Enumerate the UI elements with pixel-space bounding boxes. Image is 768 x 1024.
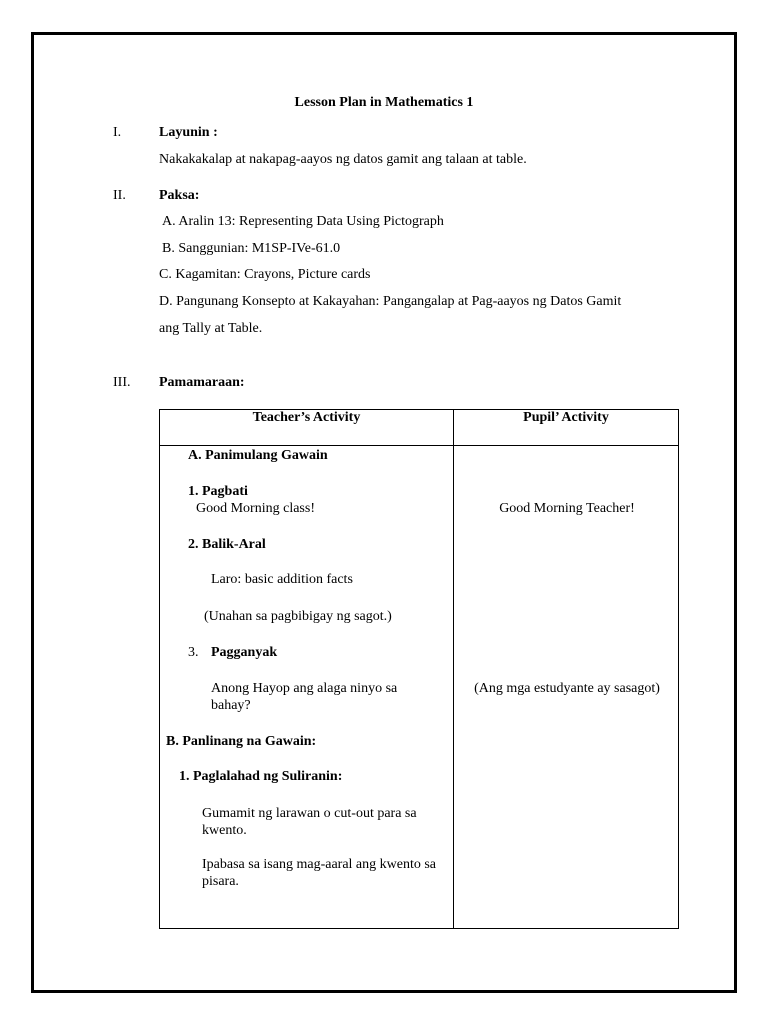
activity-table [159, 409, 679, 929]
paksa-item-d: D. Pangunang Konsepto at Kakayahan: Pangangalap at Pag-aayos ng Datos Gamit [159, 294, 622, 309]
pagganyak-heading: Pagganyak [211, 645, 278, 660]
section-1-numeral: I. [113, 125, 122, 140]
pagganyak-number: 3. [188, 645, 199, 660]
pupil-header-cell [454, 410, 679, 446]
paksa-item-b: B. Sanggunian: M1SP-IVe-61.0 [162, 241, 341, 256]
teacher-activity-header: Teacher’s Activity [252, 410, 361, 425]
paglalahad-heading: 1. Paglalahad ng Suliranin: [179, 769, 343, 784]
section-2-numeral: II. [113, 188, 126, 203]
pupil-response-greeting: Good Morning Teacher! [499, 501, 635, 516]
pagbati-heading: 1. Pagbati [188, 484, 248, 499]
section-1-text: Nakakakalap at nakapag-aayos ng datos gamit ang talaan at table. [159, 152, 527, 167]
balik-aral-heading: 2. Balik-Aral [188, 537, 266, 552]
pagbati-text: Good Morning class! [196, 501, 315, 516]
pagganyak-question: Anong Hayop ang alaga ninyo sa bahay? [211, 681, 398, 713]
page-title: Lesson Plan in Mathematics 1 [294, 95, 474, 110]
pupil-activity-cell [454, 446, 679, 929]
section-1-heading: Layunin : [159, 125, 218, 140]
teacher-activity-cell [160, 446, 454, 929]
pupil-activity-header: Pupil’ Activity [523, 410, 609, 425]
balik-aral-note: (Unahan sa pagbibigay ng sagot.) [204, 609, 392, 624]
paglalahad-text-2: Ipabasa sa isang mag-aaral ang kwento sa pisara. [202, 857, 437, 889]
panimulang-gawain-heading: A. Panimulang Gawain [188, 448, 328, 463]
balik-aral-game: Laro: basic addition facts [211, 572, 353, 587]
panlinang-na-gawain-heading: B. Panlinang na Gawain: [166, 734, 317, 749]
paglalahad-text-1: Gumamit ng larawan o cut-out para sa kwento. [202, 806, 417, 838]
section-2-heading: Paksa: [159, 188, 200, 203]
section-3-numeral: III. [113, 375, 131, 390]
paksa-item-a: A. Aralin 13: Representing Data Using Pictograph [162, 214, 444, 229]
section-3-heading: Pamamaraan: [159, 375, 245, 390]
teacher-header-cell [160, 410, 454, 446]
table-header-row [160, 410, 679, 446]
paksa-item-d-continued: ang Tally at Table. [159, 321, 263, 336]
pupil-response-answer: (Ang mga estudyante ay sasagot) [474, 681, 660, 696]
table-body-row [160, 446, 679, 929]
paksa-item-c: C. Kagamitan: Crayons, Picture cards [159, 267, 371, 282]
